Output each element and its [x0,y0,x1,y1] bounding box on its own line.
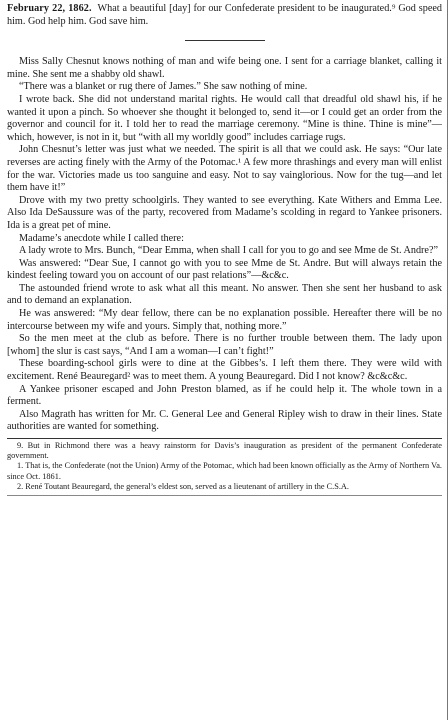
section-divider [185,40,265,41]
paragraph: Also Magrath has written for Mr. C. General Lee and General Ripley wish to draw in their lines. State authorities are wanted for something. [7,408,442,433]
entry-header-text: What a beautiful [day] for our Confederate president to be inaugurated.⁹ God speed him. God help him. God save him. [7,3,442,27]
entry-date: February 22, 1862. [7,3,92,14]
paragraph: He was answered: “My dear fellow, there can be no explanation possible. Hereafter there will be no intercourse between my wife and yours. Simply that, nothing more.” [7,308,442,332]
paragraph: I wrote back. She did not understand marital rights. He would call that dreadful old shawl his, if he wanted it upon a pinch. So whoever she thought it belonged to, send it—or I could get an order from the governor and council for it. I told her to read the marriage ceremony. “Mine is thine. Thine is mine”—which, however, is not in it, but “with all my worldly good” includes carriage rugs. [7,93,442,143]
footnote: 9. But in Richmond there was a heavy rainstorm for Davis’s inauguration as president of the permanent Confederate government. [7,441,442,461]
paragraph: Drove with my two pretty schoolgirls. They wanted to see everything. Kate Withers and Emma Lee. Also Ida DeSaussure was of the party, recovered from Madame’s scolding in regard to Yankee prisoners. Ida is a great pet of mine. [7,194,442,231]
paragraph: Was answered: “Dear Sue, I cannot go with you to see Mme de St. Andre. But will always retain the kindest feeling toward you on account of our past relations”—&c&c. [7,257,442,282]
footnote: 1. That is, the Confederate (not the Union) Army of the Potomac, which had been known officially as the Army of Northern Va. since Oct. 1861. [7,461,442,481]
footnote: 2. René Toutant Beauregard, the general’s eldest son, served as a lieutenant of artillery in the C.S.A. [17,481,349,491]
entry-header [7,3,442,28]
paragraph: John Chesnut’s letter was just what we needed. The spirit is all that we could ask. He says: “Our late reverses are acting finely with the Army of the Potomac.¹ A few more thrashings and every man will enlist for the war. Victories made us too sanguine and easy. Not to say vainglorious. Now for the tug—and let them have it!” [7,144,442,194]
paragraph: A Yankee prisoner escaped and John Preston blamed, as if he could help it. The whole town in a ferment. [7,383,442,408]
paragraph: These boarding-school girls were to dine at the Gibbes’s. I left them there. They were wild with excitement. René Beauregard² was to meet them. A young Beauregard. Did I not know? &c&c&c. [7,358,442,383]
footnote-rule [7,438,442,439]
paragraph: A lady wrote to Mrs. Bunch, “Dear Emma, when shall I call for you to go and see Mme de St. Andre?” [19,245,438,257]
bottom-rule [7,495,442,496]
paragraph: The astounded friend wrote to ask what all this meant. No answer. Then she sent her husband to ask and to demand an explanation. [7,282,442,307]
paragraph: So the men meet at the club as before. There is no further trouble between them. The lady upon [whom] the slur is cast says, “And I am a woman—I can’t fight!” [7,333,442,357]
body-text [7,56,442,434]
paragraph: “There was a blanket or rug there of James.” She saw nothing of mine. [19,81,308,93]
paragraph: Miss Sally Chesnut knows nothing of man and wife being one. I sent for a carriage blanket, calling it mine. She sent me a shabby old shawl. [7,56,442,80]
footnotes [7,441,442,492]
paragraph: Madame’s anecdote while I called there: [19,232,184,244]
